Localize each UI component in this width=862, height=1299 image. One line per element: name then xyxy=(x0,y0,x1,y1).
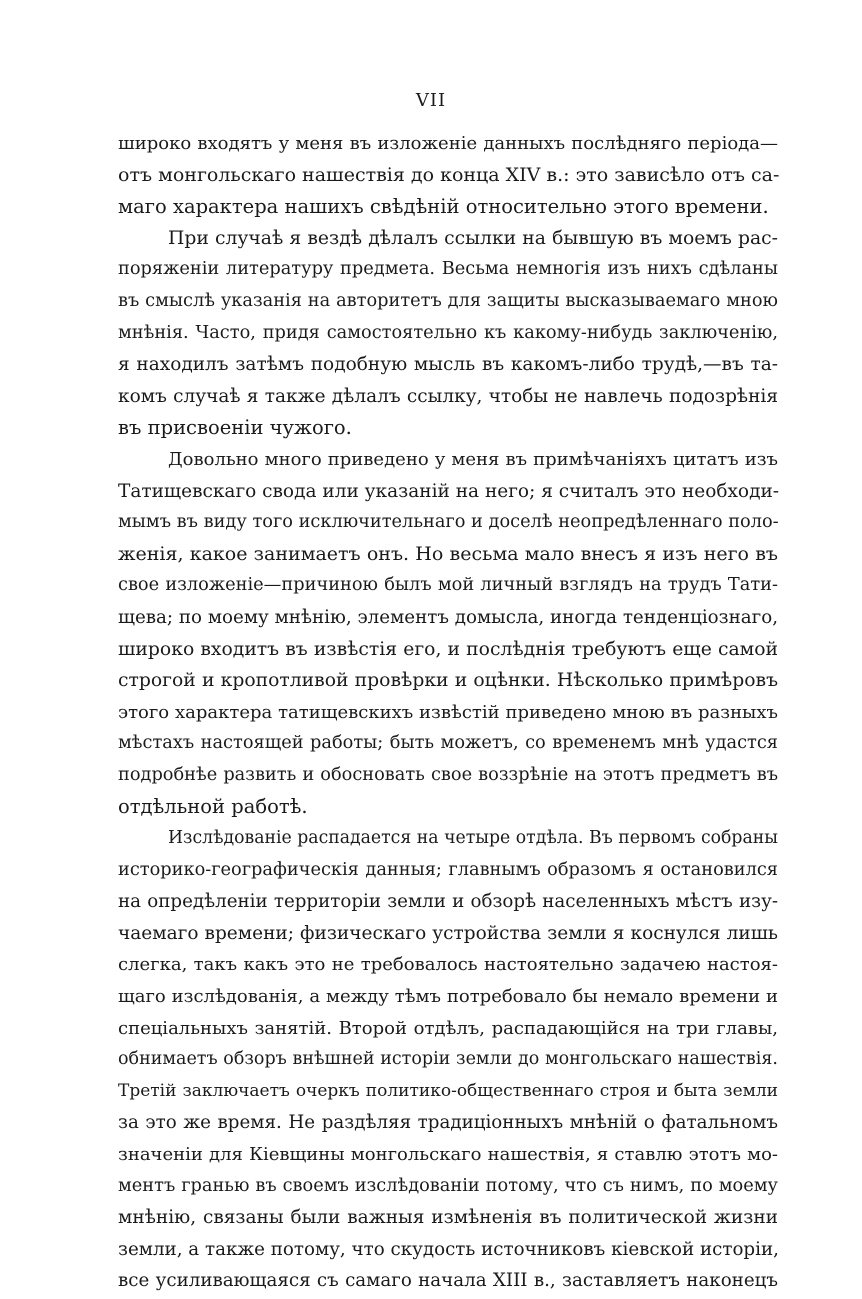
text-line: свое изложеніе—причиною былъ мой личный взглядъ на трудъ Тати- xyxy=(118,575,778,596)
text-line: чаемаго времени; физическаго устройства земли я коснулся лишь xyxy=(118,922,778,944)
text-line: историко-географическія данныя; главнымъ образомъ я остановился xyxy=(118,859,778,880)
text-line: этого характера татищевскихъ извѣстій приведено мною въ разныхъ xyxy=(118,701,778,723)
text-line: Довольно много приведено у меня въ примѣчаніяхъ цитатъ изъ xyxy=(168,448,778,470)
text-line: подробнѣе развить и обосновать свое воззрѣніе на этотъ предметъ въ xyxy=(118,764,778,785)
text-line: мѣстахъ настоящей работы; быть можетъ, со временемъ мнѣ удастся xyxy=(118,733,778,754)
text-line: комъ случаѣ я также дѣлалъ ссылку, чтобы не навлечь подозрѣнія xyxy=(118,385,778,407)
page-number: VII xyxy=(415,90,447,111)
text-line: земли, а также потому, что скудость источниковъ кіевской исторіи, xyxy=(118,1238,779,1260)
body-text xyxy=(118,128,778,1297)
text-line: щева; по моему мнѣнію, элементъ домысла, иногда тенденціознаго, xyxy=(118,606,778,628)
text-line: все усиливающаяся съ самаго начала XIII в., заставляетъ наконецъ xyxy=(118,1270,778,1292)
text-line: отдѣльной работѣ. xyxy=(118,795,308,819)
text-line: въ смыслѣ указанія на авторитетъ для защиты высказываемаго мною xyxy=(118,290,778,311)
text-line: спеціальныхъ занятій. Второй отдѣлъ, распадающійся на три главы, xyxy=(118,1017,778,1039)
text-line: на опредѣленіи территоріи земли и обзорѣ населенныхъ мѣстъ изу- xyxy=(118,891,778,913)
paragraph-2 xyxy=(118,223,778,444)
text-line: строгой и кропотливой провѣрки и оцѣнки. Нѣсколько примѣровъ xyxy=(118,670,778,692)
text-line: широко входятъ у меня въ изложеніе данныхъ послѣдняго періода— xyxy=(118,133,778,154)
text-line: Изслѣдованіе распадается на четыре отдѣла. Въ первомъ собраны xyxy=(168,828,778,849)
text-line: ментъ гранью въ своемъ изслѣдованіи потому, что съ нимъ, по моему xyxy=(118,1175,778,1196)
text-line: значеніи для Кіевщины монгольскаго нашествія, я ставлю этотъ мо- xyxy=(118,1144,778,1165)
text-line: маго характера нашихъ свѣдѣній относительно этого времени. xyxy=(118,195,769,219)
text-line: поряженіи литературу предмета. Весьма немногія изъ нихъ сдѣланы xyxy=(118,259,778,280)
text-line: въ присвоеніи чужого. xyxy=(118,416,352,440)
text-line: щаго изслѣдованія, а между тѣмъ потребовало бы немало времени и xyxy=(118,986,778,1008)
text-line: обнимаетъ обзоръ внѣшней исторіи земли до монгольскаго нашествія. xyxy=(118,1049,778,1070)
text-line: слегка, такъ какъ это не требовалось настоятельно задачею настоя- xyxy=(118,954,778,976)
text-line: женія, какое занимаетъ онъ. Но весьма мало внесъ я изъ него въ xyxy=(118,542,778,565)
paragraph-4 xyxy=(118,823,778,1297)
text-line: мнѣнію, связаны были важныя измѣненія въ политической жизни xyxy=(118,1207,778,1229)
text-line: При случаѣ я вездѣ дѣлалъ ссылки на бывшую въ моемъ рас- xyxy=(168,227,778,249)
text-line: Татищевскаго свода или указаній на него; я считалъ это необходи- xyxy=(118,480,780,502)
text-line: за это же время. Не раздѣляя традиціонныхъ мнѣній о фатальномъ xyxy=(118,1112,778,1134)
text-line: мымъ въ виду того исключительнаго и доселѣ неопредѣленнаго поло- xyxy=(118,512,779,533)
paragraph-3 xyxy=(118,444,778,823)
text-line: Третій заключаетъ очеркъ политико-общественнаго строя и быта земли xyxy=(118,1080,778,1101)
text-line: я находилъ затѣмъ подобную мысль въ какомъ-либо трудѣ,—въ та- xyxy=(118,354,778,376)
paragraph-1 xyxy=(118,128,778,223)
text-line: широко входитъ въ извѣстія его, и послѣднія требуютъ еще самой xyxy=(118,638,778,660)
text-line: мнѣнія. Часто, придя самостоятельно къ какому-нибудь заключенію, xyxy=(118,322,778,343)
text-line: отъ монгольскаго нашествія до конца XIV в.: это зависѣло отъ са- xyxy=(118,163,780,186)
